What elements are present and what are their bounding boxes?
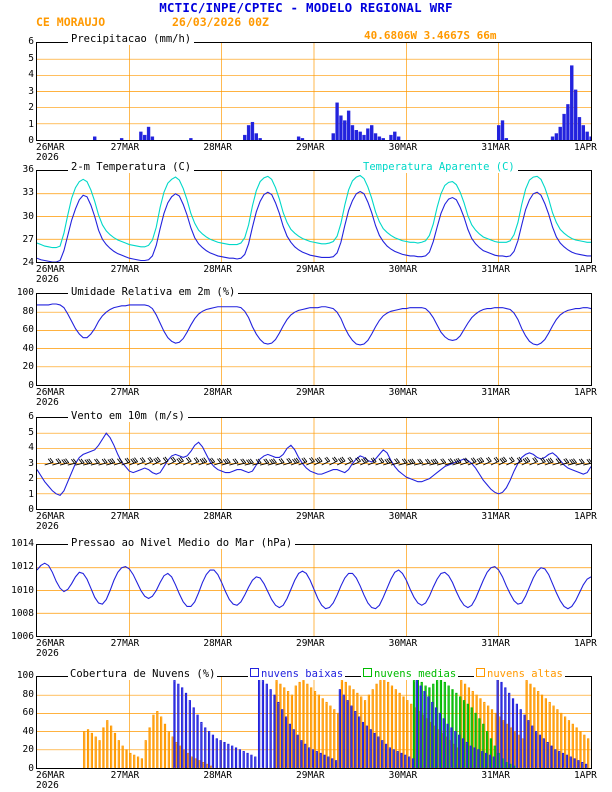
xtick-umidade: 27MAR (110, 387, 140, 398)
xtick-nuvens: 30MAR (388, 770, 418, 781)
xtick-vento: 29MAR (296, 511, 325, 522)
ytick-vento: 6 (28, 411, 34, 422)
panel-umidade (36, 293, 592, 386)
ytick-vento: 1 (28, 488, 34, 500)
xtick-vento: 30MAR (388, 511, 418, 522)
ytick-vento: 2 (28, 473, 34, 484)
panel-vento (36, 417, 592, 510)
ytick-vento: 5 (28, 426, 34, 438)
xtick-precipitacao: 27MAR (110, 142, 140, 153)
xtick-nuvens: 29MAR (296, 770, 325, 781)
xtick-temperatura: 31MAR (481, 264, 510, 275)
xtick-temperatura: 29MAR (296, 264, 325, 275)
ytick-nuvens: 100 (16, 670, 34, 681)
panel-pressao (36, 544, 592, 637)
title-nuvens: Cobertura de Nuvens (%) (70, 668, 216, 680)
legend-nuvens-baixas (248, 668, 345, 680)
xtick-pressao: 31MAR (481, 638, 510, 649)
year-label: 2026 (36, 648, 59, 659)
xtick-precipitacao: 29MAR (296, 142, 325, 153)
ytick-temperatura: 36 (22, 164, 34, 175)
xtick-pressao: 28MAR (203, 638, 232, 649)
xtick-umidade: 31MAR (481, 387, 510, 398)
ytick-precipitacao: 3 (28, 85, 34, 97)
xtick-precipitacao: 30MAR (388, 142, 418, 153)
xtick-umidade: 30MAR (388, 387, 418, 398)
xtick-umidade: 28MAR (203, 387, 232, 398)
ytick-umidade: 60 (22, 324, 34, 336)
xtick-temperatura: 1APR (574, 264, 597, 275)
ytick-nuvens: 0 (28, 763, 34, 774)
xtick-temperatura: 28MAR (203, 264, 232, 275)
ytick-pressao: 1012 (11, 561, 34, 573)
xtick-vento: 31MAR (481, 511, 510, 522)
xtick-umidade: 29MAR (296, 387, 325, 398)
ytick-umidade: 40 (22, 342, 34, 354)
ytick-precipitacao: 6 (28, 36, 34, 47)
ytick-nuvens: 20 (22, 744, 34, 756)
ytick-nuvens: 40 (22, 725, 34, 737)
title-precipitacao: Precipitacao (mm/h) (68, 33, 194, 45)
ytick-precipitacao: 4 (28, 69, 34, 80)
ytick-temperatura: 27 (22, 233, 34, 245)
year-label: 2026 (36, 152, 59, 163)
xtick-vento: 1APR (574, 511, 597, 522)
run-date: 26/03/2026 00Z (172, 15, 269, 29)
xtick-nuvens: 27MAR (110, 770, 140, 781)
title-pressao: Pressao ao Nivel Medio do Mar (hPa) (68, 537, 295, 549)
xtick-precipitacao: 28MAR (203, 142, 232, 153)
legend-label-altas: nuvens altas (487, 668, 563, 680)
legend-temperatura-aparente: Temperatura Aparente (C) (360, 161, 518, 173)
year-label: 2026 (36, 521, 59, 532)
ytick-nuvens: 80 (22, 688, 34, 700)
year-label: 2026 (36, 274, 59, 285)
ytick-temperatura: 24 (22, 257, 34, 268)
ytick-umidade: 20 (22, 361, 34, 373)
ytick-vento: 0 (28, 504, 34, 515)
ytick-vento: 4 (28, 442, 34, 453)
legend-label-baixas: nuvens baixas (261, 668, 344, 680)
xtick-precipitacao: 1APR (574, 142, 597, 153)
ytick-umidade: 0 (28, 380, 34, 391)
ytick-temperatura: 30 (22, 210, 34, 222)
ytick-precipitacao: 2 (28, 102, 34, 113)
panel-temperatura (36, 170, 592, 263)
ytick-precipitacao: 5 (28, 52, 34, 64)
legend-swatch-medias (363, 668, 372, 677)
ytick-pressao: 1014 (11, 538, 34, 549)
page-title: MCTIC/INPE/CPTEC - MODELO REGIONAL WRF (159, 0, 453, 15)
xtick-temperatura: 26MAR (36, 264, 65, 275)
xtick-umidade: 26MAR (36, 387, 65, 398)
ytick-precipitacao: 1 (28, 118, 34, 130)
ytick-umidade: 100 (16, 287, 34, 298)
ytick-nuvens: 60 (22, 707, 34, 719)
title-umidade: Umidade Relativa em 2m (%) (68, 286, 238, 298)
xtick-pressao: 26MAR (36, 638, 65, 649)
ytick-vento: 3 (28, 457, 34, 469)
xtick-temperatura: 27MAR (110, 264, 140, 275)
ytick-precipitacao: 0 (28, 135, 34, 146)
xtick-nuvens: 31MAR (481, 770, 510, 781)
title-vento: Vento em 10m (m/s) (68, 410, 188, 422)
legend-swatch-baixas (250, 668, 259, 677)
title-temperatura: 2-m Temperatura (C) (68, 161, 194, 173)
xtick-nuvens: 1APR (574, 770, 597, 781)
xtick-precipitacao: 26MAR (36, 142, 65, 153)
coordinates: 40.6806W 3.4667S 66m (364, 29, 497, 42)
legend-nuvens-altas (474, 668, 565, 680)
xtick-pressao: 30MAR (388, 638, 418, 649)
xtick-umidade: 1APR (574, 387, 597, 398)
year-label: 2026 (36, 397, 59, 408)
ytick-umidade: 80 (22, 305, 34, 317)
xtick-temperatura: 30MAR (388, 264, 418, 275)
station-name: CE MORAUJO (36, 15, 106, 29)
xtick-nuvens: 26MAR (36, 770, 65, 781)
xtick-pressao: 1APR (574, 638, 597, 649)
panel-precipitacao (36, 42, 592, 141)
xtick-precipitacao: 31MAR (481, 142, 510, 153)
xtick-nuvens: 28MAR (203, 770, 232, 781)
legend-nuvens-medias (361, 668, 458, 680)
xtick-vento: 26MAR (36, 511, 65, 522)
ytick-temperatura: 33 (22, 187, 34, 199)
ytick-pressao: 1006 (11, 631, 34, 642)
xtick-vento: 28MAR (203, 511, 232, 522)
xtick-pressao: 29MAR (296, 638, 325, 649)
xtick-pressao: 27MAR (110, 638, 140, 649)
legend-swatch-altas (476, 668, 485, 677)
ytick-pressao: 1010 (11, 584, 34, 596)
xtick-vento: 27MAR (110, 511, 140, 522)
panel-nuvens (36, 676, 592, 769)
ytick-pressao: 1008 (11, 607, 34, 619)
legend-label-medias: nuvens medias (374, 668, 457, 680)
year-label: 2026 (36, 780, 59, 791)
